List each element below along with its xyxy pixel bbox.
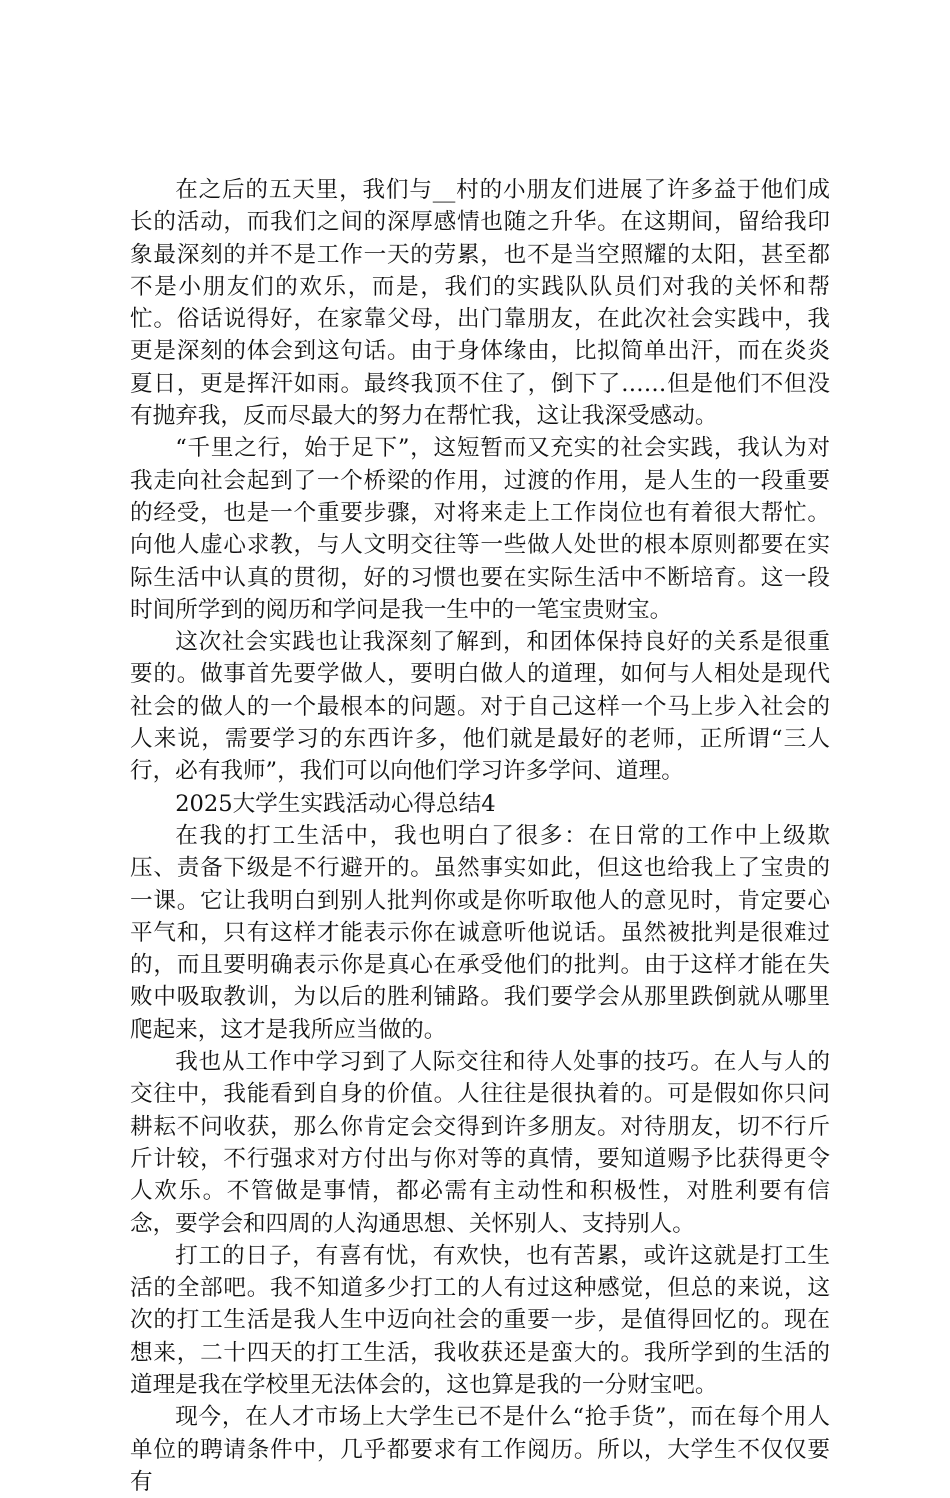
paragraph-7: 现今，在人才市场上大学生已不是什么“抢手货”，而在每个用人单位的聘请条件中，几乎都要求有工作阅历。所以，大学生不仅仅要有 (130, 1404, 830, 1495)
section-heading: 2025大学生实践活动心得总结4 (175, 790, 496, 817)
document-body (130, 174, 830, 1498)
paragraph-1: 在之后的五天里，我们与__村的小朋友们进展了许多益于他们成长的活动，而我们之间的深厚感情也随之升华。在这期间，留给我印象最深刻的并不是工作一天的劳累，也不是当空照耀的太阳，甚至都不是小朋友们的欢乐，而是，我们的实践队队员们对我的关怀和帮忙。俗话说得好，在家靠父母，出门靠朋友，在此次社会实践中，我更是深刻的体会到这句话。由于身体缘由，比拟简单出汗，而在炎炎夏日，更是挥汗如雨。最终我顶不住了，倒下了……但是他们不但没有抛弃我，反而尽最大的努力在帮忙我，这让我深受感动。 (130, 177, 830, 430)
paragraph-5: 我也从工作中学习到了人际交往和待人处事的技巧。在人与人的交往中，我能看到自身的价值。人往往是很执着的。可是假如你只问耕耘不问收获，那么你肯定会交得到许多朋友。对待朋友，切不行斤斤计较，不行强求对方付出与你对等的真情，要知道赐予比获得更令人欢乐。不管做是事情，都必需有主动性和积极性，对胜利要有信念，要学会和四周的人沟通思想、关怀别人、支持别人。 (130, 1049, 830, 1237)
paragraph-4: 在我的打工生活中，我也明白了很多：在日常的工作中上级欺压、责备下级是不行避开的。虽然事实如此，但这也给我上了宝贵的一课。它让我明白到别人批判你或是你听取他人的意见时，肯定要心平气和，只有这样才能表示你在诚意听他说话。虽然被批判是很难过的，而且要明确表示你是真心在承受他们的批判。由于这样才能在失败中吸取教训，为以后的胜利铺路。我们要学会从那里跌倒就从哪里爬起来，这才是我所应当做的。 (130, 822, 830, 1043)
paragraph-2: “千里之行，始于足下”，这短暂而又充实的社会实践，我认为对我走向社会起到了一个桥梁的作用，过渡的作用，是人生的一段重要的经受，也是一个重要步骤，对将来走上工作岗位也有着很大帮忙。向他人虚心求教，与人文明交往等一些做人处世的根本原则都要在实际生活中认真的贯彻，好的习惯也要在实际生活中不断培育。这一段时间所学到的阅历和学问是我一生中的一笔宝贵财宝。 (130, 435, 830, 623)
paragraph-3: 这次社会实践也让我深刻了解到，和团体保持良好的关系是很重要的。做事首先要学做人，要明白做人的道理，如何与人相处是现代社会的做人的一个最根本的问题。对于自己这样一个马上步入社会的人来说，需要学习的东西许多，他们就是最好的老师，正所谓“三人行，必有我师”，我们可以向他们学习许多学问、道理。 (130, 629, 830, 785)
paragraph-6: 打工的日子，有喜有忧，有欢快，也有苦累，或许这就是打工生活的全部吧。我不知道多少打工的人有过这种感觉，但总的来说，这次的打工生活是我人生中迈向社会的重要一步，是值得回忆的。现在想来，二十四天的打工生活，我收获还是蛮大的。我所学到的生活的道理是我在学校里无法体会的，这也算是我的一分财宝吧。 (130, 1242, 830, 1398)
